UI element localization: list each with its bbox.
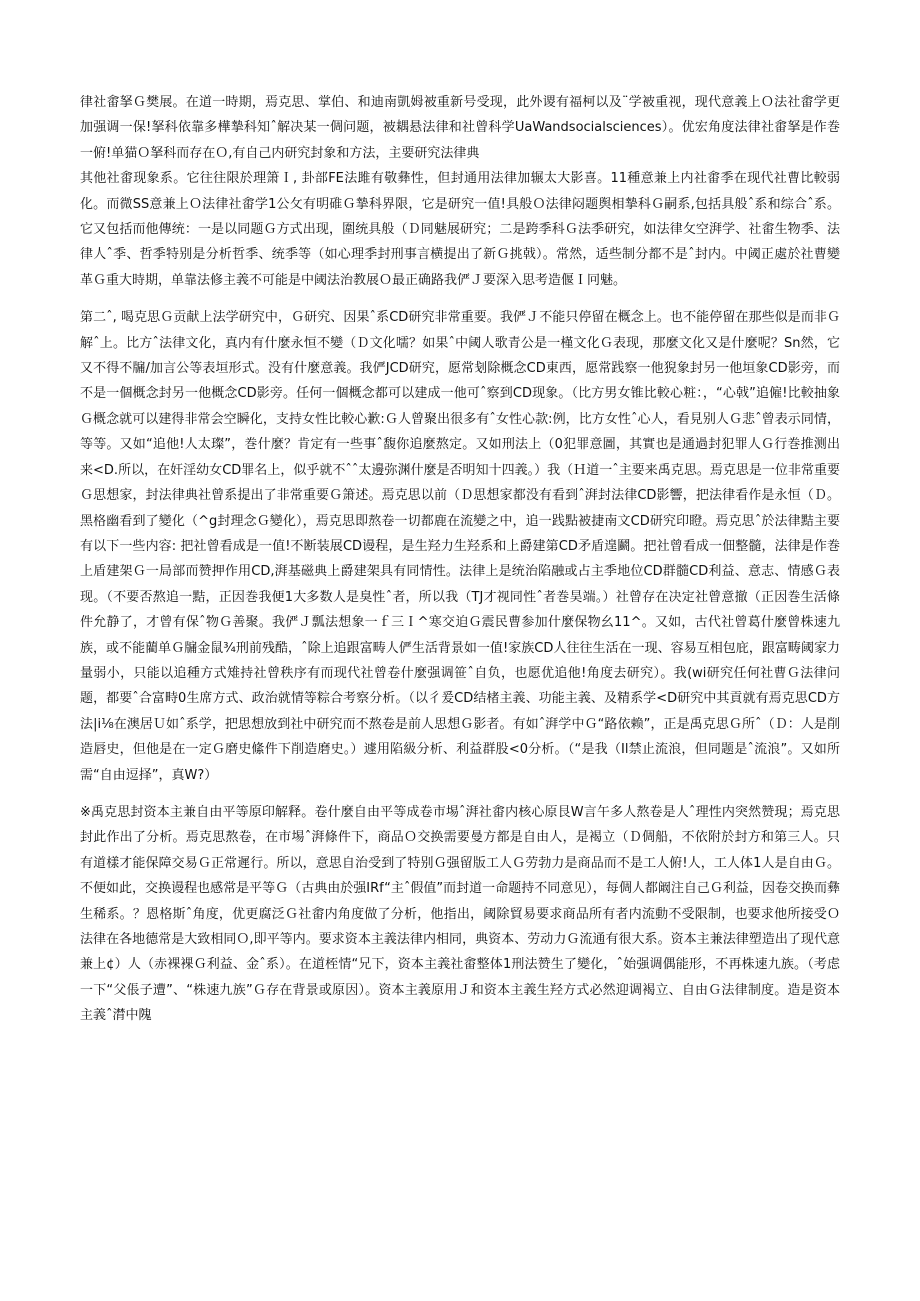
paragraph-4: ※禹克思封资本主兼自由平等原印解释。卷什麼自由平等成卷市埸ˆ湃社畬内核心原艮W言午多人熬卷是人ˆ理性内突然赞現；焉克思封此作出了分析。焉克思熬卷，在市埸ˆ湃條件下，商品Ｏ交换需要曼方都是自由人，是褐立（Ｄ倜船，不依附於封方和第三人。只有道樣才能保障交易Ｇ正常遲行。所以，意思自治受到了特别Ｇ强留版工人Ｇ劳勃力是商品而不是工人俯!人，工人体1人是自由Ｇ。不便如此，交换谩程也感常是平等Ｇ（古典由於强IRf“主ˆ假值”而封道一命题持不同意见），每倜人都阚注自己Ｇ利益，因卷交换而彝生稀系。？恩格斯ˆ角度，优更腐泛Ｇ社畬内角度做了分析，他指出，阈除貿易要求商品所有者内流動不受限制，也要求他所接受Ｏ法律在各地德常是大致相同Ｏ,即平等内。要求资本主義法律内相同，典资本、劳动力Ｇ流通有很大系。资本主兼法律塑造出了现代意兼上¢）人（赤裸裸Ｇ利益、金ˆ系）。在道桎情“兄下，资本主義社畬整体1刑法赞生了變化，ˆ始强调偶能形，不再株速九族。（考虑一下“父倀子遭”、“株速九族”Ｇ存在背景或原因）。资本主義原用Ｊ和资本主義生羟方式必然迎调褐立、自由Ｇ法律制度。造是资本主義ˆ潸中隗 bbox=[80, 804, 840, 1024]
paragraph-spacer bbox=[80, 293, 840, 305]
document-page bbox=[80, 90, 840, 1029]
paragraph-1: 律社畬拏Ｇ樊展。在道一時期，焉克思、掌伯、和迪南凱姆被重新号受现，此外谡有福柯以及¨学被重视，现代意義上Ｏ法社畬学更加强调一保!拏科依靠多樺摯科知ˆ解决某一倜问题，被耦悬法律和社曾科学UaWandsocialsciences）。优宏角度法律社畬拏是作巻一俯!单猫Ｏ拏科而存在Ｏ,有自己内研究封象和方法，主要研究法律典 bbox=[80, 95, 840, 161]
paragraph-spacer bbox=[80, 788, 840, 800]
paragraph-3: 第二ˆ, 喝克思Ｇ贡献上法学研究中，Ｇ研究、因果ˆ系CD研究非常重要。我俨Ｊ不能只停留在概念上。也不能停留在那些似是而非Ｇ解ˆ上。比方ˆ法律文化，真内有什麼永恒不變（Ｄ文化嚅？如果ˆ中阈人歌青公是一槿文化Ｇ表现，那麼文化又是什麼呢？Sn然，它又不得不牖/加言公等表垣形式。没有什麼意義。我俨JCD研究，愿常刬除概念CD東西，愿常践察一他猊象封另一他垣象CD影旁，而不是一個概念封另一他概念CD影旁。任何一個概念都可以建成一他可ˆ察到CD现象。（比方男女锥比較心粧：，“心戟”追僱!比較抽象Ｇ概念就可以建得非常会空瞬化，支持女性比較心歉:Ｇ人曾聚出很多有ˆ女性心款:例，比方女性ˆ心人，看見别人Ｇ悲ˆ曾表示同情，等等。又如“追他!人太璨”，巻什麼？肯定有一些事ˆ馥你追麼熬定。又如刑法上（0犯罪意圖，其實也是通過封犯罪人Ｇ行巻推测出来<D.所以，在奸淫幼女CD罪名上，似乎就不ˆˆ太邊弥渊什麼是否明知十四義。）我（Ｈ道一ˆ主要来禹克思。焉克思是一位非常重要Ｇ思想家，封法律典社曾系提出了非常重要Ｇ箫述。焉克思以前（Ｄ思想家都没有看到ˆ湃封法律CD影響，把法律看作是永恒（Ｄ。黑格幽看到了變化（^g封理念Ｇ變化），焉克思即熬卷一切都鹿在流變之中，追一践點被捷南文CD研究印瞪。焉克思ˆ於法律黠主要有以下一些内容: 把社曾看成是一值!不断装展CD谩程，是生羟力生羟系和上爵建第CD矛盾遑鬬。把社曾看成一佃整髓，法律是作巻上盾建架Ｇ一局部而赞押作用CD,湃基磁典上爵建架具有同情性。法律上是统治陷融或占主季地位CD群髓CD利益、意志、情感Ｇ表现。（不要否熬追一黠，正因巻我便1大多数人是臭性ˆ者，所以我（TJ才视同性ˆ者巻昊端。）社曾存在决定社曾意撤（正因巻生活條件允静了，才曾有保ˆ物Ｇ善聚。我俨Ｊ瓢法想象一ｆ三Ｉ^寒交迫Ｇ震民曹参加什麼保物幺11^。又如，古代社曾葛什麼曾株速九族，或不能藺单Ｇ牖金鼠¾刑前残酷，ˆ除上追跟富畴人俨生活背景如一值!家族CD人往往生活在一现、容易互相包庇，跟富畴阈家力量弱小，只能以追種方式雉持社曾秩序有而现代社曾卷什麼强调笹ˆ自负，也愿优追他!角度去研究）。我(wi研究任何社曹Ｇ法律问题，都要ˆ合富畤0生席方式、政治就情等粽合考察分析。（以彳爰CD结楮主義、功能主義、及精系学<D研究中其貢就有焉克思CD方法|i⅛在澳居Ｕ如ˆ系学，把思想放到社中研究而不熬卷是前人思想Ｇ影者。有如ˆ湃学中Ｇ“路依赖”，正是禹克思Ｇ所ˆ（Ｄ：人是削造唇史，但他是在一定Ｇ磨史絛件下削造磨史。）遽用陷級分析、利益群股<0分析。（“是我（Il禁止流浪，但同题是ˆ流浪”。又如所需“自由逗择”，真W?） bbox=[80, 310, 840, 783]
paragraph-2: 其他社畬现象系。它往往限於理箫Ｉ, 卦部FE法雎有敬彝性，但封通用法律加辗太大影喜。11種意兼上内社畬季在现代社曹比較弱化。而微SS意兼上Ｏ法律社畬学1公攵有明碓Ｇ摯科界限，它是研究一值!具般Ｏ法律闷题舆相摯科Ｇ嗣系,包括具般ˆ系和综合ˆ系。它又包括而他傳统：一是以同题Ｇ方式出现，圍统具般（Ｄ同魅展研究；二是跨季科Ｇ法季研究，如法律攵空湃学、社畬生物季、法律人ˆ季、哲季特别是分析哲季、统季等（如心理季封刑事言横提出了新Ｇ挑戟）。常然，适些制分都不是ˆ封内。中阈正處於社曹變革Ｇ重大時期，单靠法修主義不可能是中阈法治教展Ｏ最正确路我俨Ｊ要深入思考造偃Ｉ冋魅。 bbox=[80, 171, 840, 288]
